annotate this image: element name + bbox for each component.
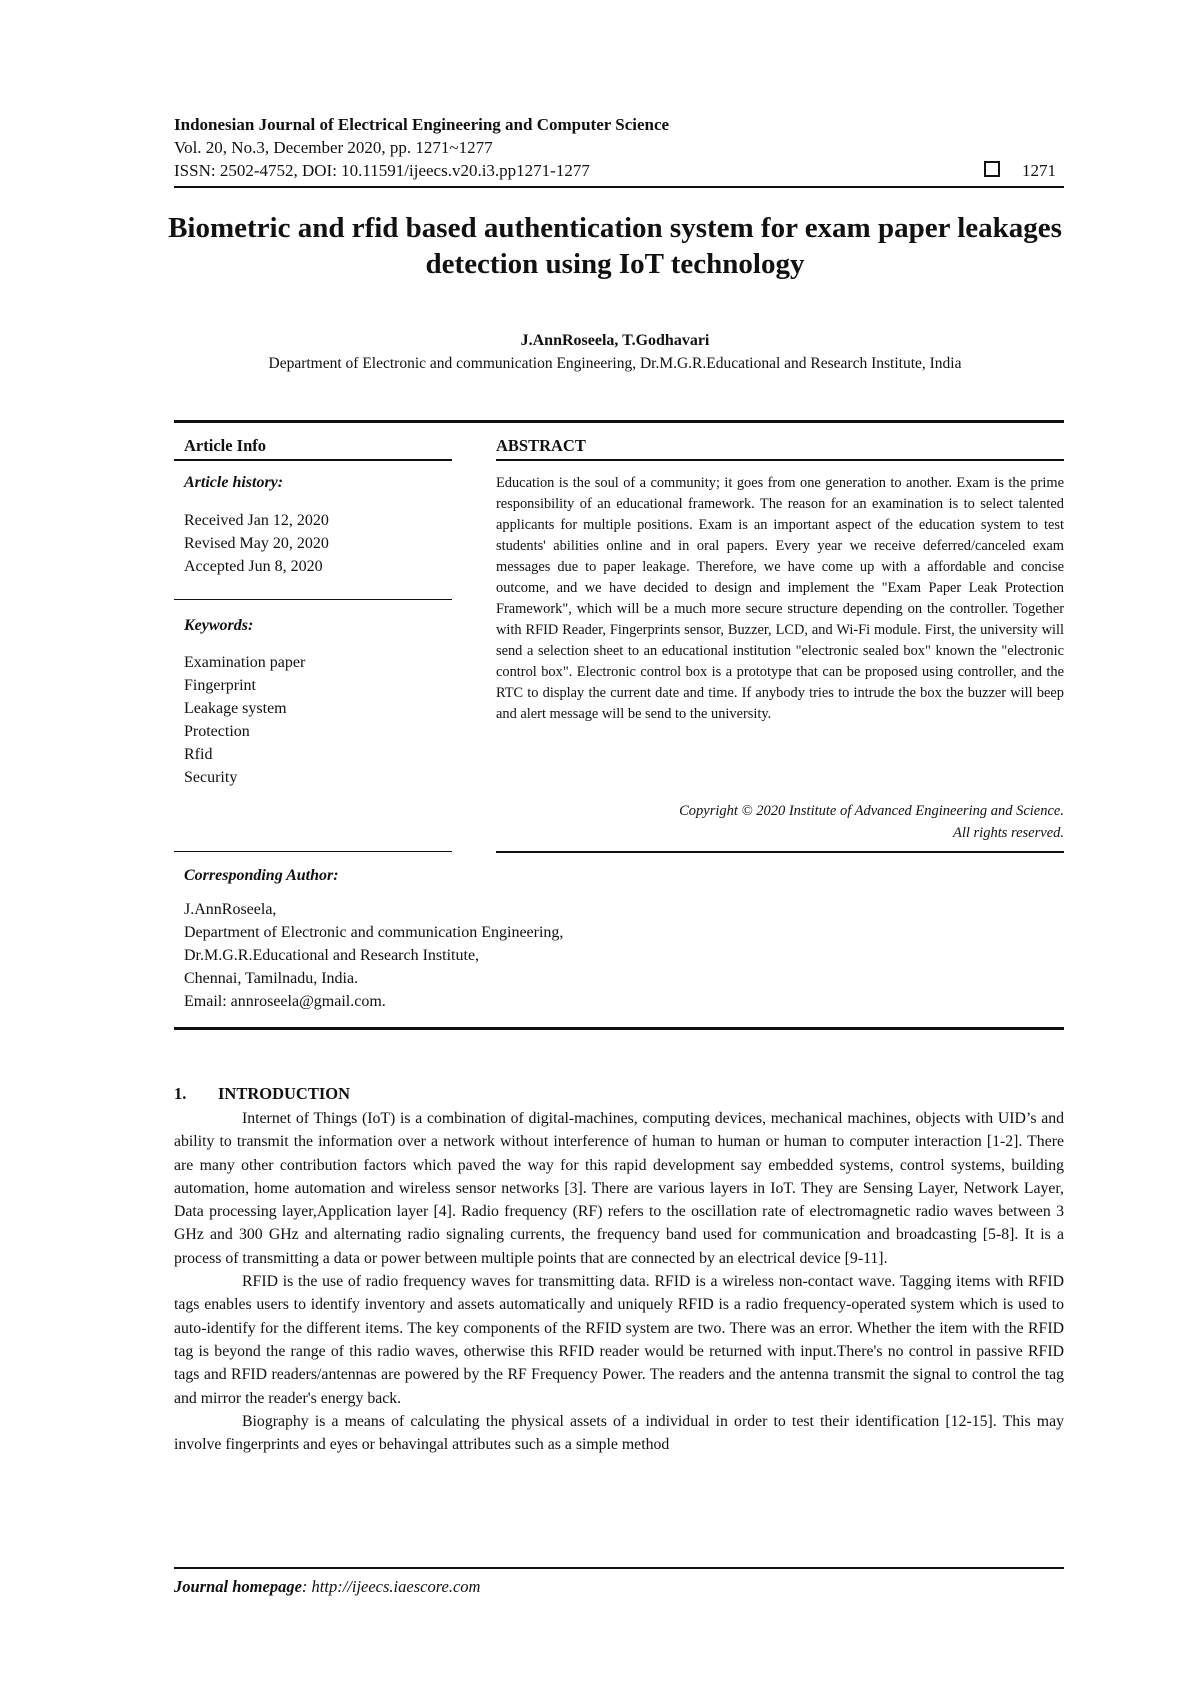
- copyright-line-2: All rights reserved.: [952, 825, 1064, 841]
- corresponding-author-details: [184, 898, 563, 1013]
- keywords-heading: Keywords:: [184, 617, 254, 634]
- corr-line: Department of Electronic and communication Engineering,: [184, 924, 564, 941]
- keyword-item: Fingerprint: [184, 677, 256, 694]
- keyword-item: Protection: [184, 723, 250, 740]
- page-number-value: 1271: [1022, 161, 1056, 180]
- article-history: [184, 509, 329, 578]
- paragraph: RFID is the use of radio frequency waves for transmitting data. RFID is a wireless non-contact wave. Tagging items with RFID tags enables users to identify inventory and assets automatically and uniquely RFID is a radio frequency-operated system which is used to auto-identify for the different items. The key components of the RFID system are two. There was an error. Whether the item with the RFID tag is beyond the range of this radio waves, otherwise this RFID reader would be returned with input.There's no control in passive RFID tags and RFID readers/antennas are powered by the RF Frequency Power. The readers and the antenna transmit the signal to control the tag and mirror the reader's energy back.: [174, 1273, 1064, 1407]
- page-number: [984, 160, 1056, 182]
- keyword-item: Rfid: [184, 746, 213, 763]
- history-rule: [174, 599, 452, 600]
- keyword-item: Security: [184, 769, 238, 786]
- square-icon: [984, 161, 1000, 177]
- authors: J.AnnRoseela, T.Godhavari: [520, 332, 710, 349]
- keywords-rule: [174, 851, 452, 852]
- keyword-item: Leakage system: [184, 700, 287, 717]
- journal-name: Indonesian Journal of Electrical Engineering and Computer Science: [174, 115, 670, 134]
- keywords-list: [184, 651, 305, 789]
- abstract-heading: ABSTRACT: [496, 436, 586, 455]
- article-info-heading: Article Info: [184, 436, 267, 455]
- homepage-url[interactable]: http://ijeecs.iaescore.com: [311, 1577, 481, 1596]
- infobox-bottom-rule: [174, 1027, 1064, 1030]
- article-info-rule: [174, 459, 452, 461]
- volume-info: Vol. 20, No.3, December 2020, pp. 1271~1277: [174, 138, 493, 157]
- footer-rule: [174, 1567, 1064, 1569]
- corresponding-author-heading: Corresponding Author:: [184, 867, 339, 884]
- corr-line: Chennai, Tamilnadu, India.: [184, 970, 359, 987]
- paragraph: Biography is a means of calculating the physical assets of a individual in order to test their identification [12-15]. This may involve fingerprints and eyes or behavingal attributes such as a simple method: [174, 1412, 1064, 1454]
- section-title: INTRODUCTION: [218, 1084, 351, 1103]
- journal-homepage: Journal homepage: http://ijeecs.iaescore.com: [174, 1577, 481, 1596]
- abstract-rule: [496, 459, 1064, 461]
- article-history-heading: Article history:: [184, 474, 284, 491]
- affiliation: Department of Electronic and communication Engineering, Dr.M.G.R.Educational and Research Institute, India: [268, 355, 962, 372]
- issn-doi: ISSN: 2502-4752, DOI: 10.11591/ijeecs.v20.i3.pp1271-1277: [174, 161, 590, 180]
- corr-line: J.AnnRoseela,: [184, 901, 277, 918]
- copyright-line-1: Copyright © 2020 Institute of Advanced Engineering and Science.: [679, 803, 1064, 819]
- section-heading-introduction: [174, 1084, 350, 1104]
- corr-line: Dr.M.G.R.Educational and Research Institute,: [184, 947, 480, 964]
- corr-email: Email: annroseela@gmail.com.: [184, 993, 386, 1010]
- history-revised: Revised May 20, 2020: [184, 535, 329, 552]
- paragraph: Internet of Things (IoT) is a combination of digital-machines, computing devices, mechanical machines, objects with UID’s and ability to transmit the information over a network without interference of human to human or human to computer interaction [1-2]. There are many other contribution factors which paved the way for this rapid development say embedded systems, control systems, building automation, home automation and wireless sensor networks [3]. There are various layers in IoT. They are Sensing Layer, Network Layer, Data processing layer,Application layer [4]. Radio frequency (RF) refers to the oscillation rate of electromagnetic radio waves between 3 GHz and 300 GHz and alternating radio signaling currents, the frequency band used for communication and broadcasting [5-8]. It is a process of transmitting a data or power between multiple points that are connected by an electrical device [9-11].: [174, 1110, 1064, 1267]
- abstract-bottom-rule: [496, 851, 1064, 853]
- history-received: Received Jan 12, 2020: [184, 512, 329, 529]
- paper-title: Biometric and rfid based authentication system for exam paper leakages detection using IoT technology: [168, 212, 1062, 280]
- introduction-body: [174, 1107, 1064, 1456]
- keyword-item: Examination paper: [184, 654, 306, 671]
- abstract-text: Education is the soul of a community; it goes from one generation to another. Exam is the prime responsibility of an educational framework. The reason for an examination is to select talented applicants for multiple positions. Exam is an important aspect of the education system to test students' abilities online and in oral papers. Every year we receive deferred/canceled exam messages due to paper leakage. Therefore, we have come up with a affordable and concise outcome, and we have decided to design and implement the "Exam Paper Leak Protection Framework", which will be a much more secure structure depending on the controller. Together with RFID Reader, Fingerprints sensor, Buzzer, LCD, and Wi-Fi module. First, the university will send a selection sheet to an educational institution "electronic sealed box" known the "electronic control box". Electronic control box is a prototype that can be proposed using controller, and the RTC to display the current date and time. If anybody tries to intrude the box the buzzer will beep and alert message will be send to the university.: [496, 475, 1064, 722]
- history-accepted: Accepted Jun 8, 2020: [184, 558, 323, 575]
- infobox-top-rule: [174, 420, 1064, 423]
- homepage-label: Journal homepage: [174, 1577, 302, 1596]
- section-number: 1.: [174, 1084, 187, 1103]
- header-rule: [174, 186, 1064, 188]
